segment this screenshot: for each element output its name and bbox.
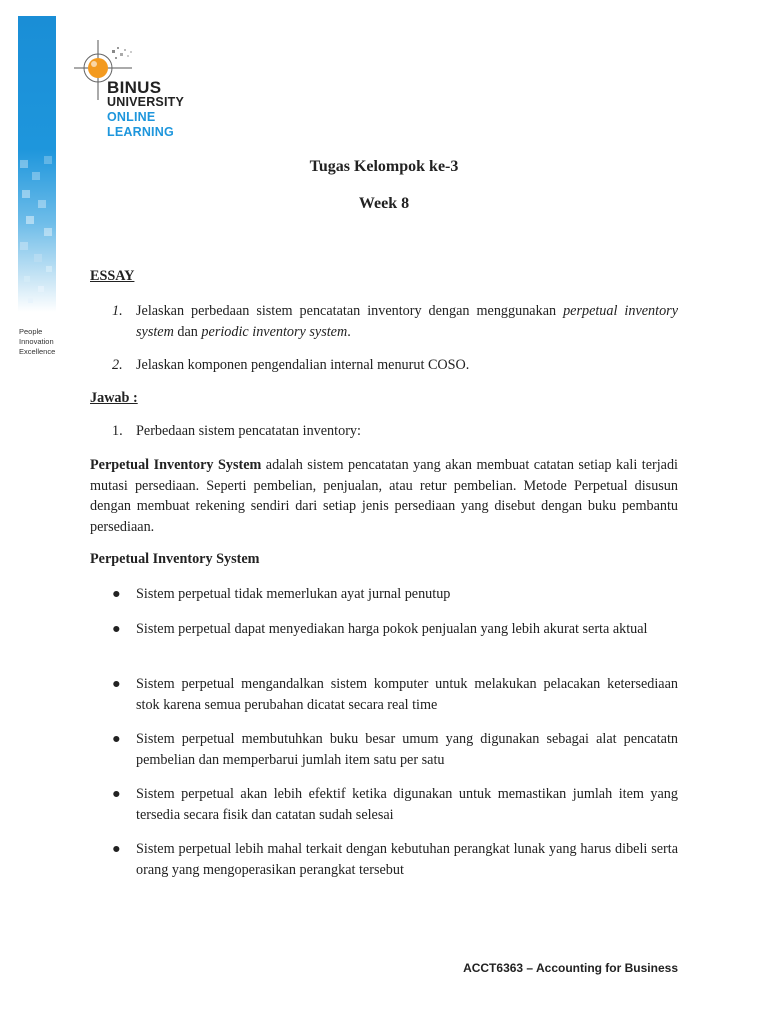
bullet-icon: ● — [112, 731, 121, 747]
question-1 — [90, 301, 678, 342]
q1-italic-periodic: periodic inventory system — [201, 323, 348, 340]
tagline-excellence: Excellence — [19, 347, 56, 356]
list-item-text: Sistem perpetual lebih mahal terkait dengan kebutuhan perangkat lunak yang harus dibeli serta orang yang mengoperasikan perangkat tersebut — [136, 841, 678, 878]
perpetual-subheading: Perpetual Inventory System — [90, 551, 260, 567]
perpetual-definition-paragraph — [90, 455, 678, 537]
page-subtitle: Week 8 — [358, 195, 410, 212]
answer-item-1-number: 1. — [112, 423, 123, 439]
list-item — [90, 839, 678, 880]
q1-text-after: . — [347, 323, 351, 340]
list-item — [90, 674, 678, 715]
list-item-text: Sistem perpetual akan lebih efektif ketika digunakan untuk memastikan jumlah item yang tersedia secara fisik dan catatan sudah selesai — [136, 786, 678, 823]
tagline-innovation: Innovation — [19, 337, 54, 346]
tagline — [19, 327, 55, 357]
logo-university: UNIVERSITY — [107, 95, 185, 109]
question-1-text — [136, 301, 678, 342]
answer-item-1-text: Perbedaan sistem pencatatan inventory: — [136, 423, 361, 439]
list-item — [90, 784, 678, 825]
list-item — [90, 729, 678, 770]
q1-italic-perpetual: perpetual inventory system — [136, 303, 678, 340]
bullet-icon: ● — [112, 621, 121, 637]
logo-binus: BINUS — [107, 78, 162, 97]
question-1-number: 1. — [112, 303, 123, 319]
q1-text-mid: dan — [173, 323, 202, 340]
logo-learning: LEARNING — [107, 125, 174, 139]
page-title: Tugas Kelompok ke-3 — [309, 158, 459, 175]
footer-course-code: ACCT6363 – Accounting for Business — [463, 961, 678, 975]
essay-heading: ESSAY — [90, 268, 135, 284]
question-2 — [90, 355, 678, 376]
list-item-text: Sistem perpetual membutuhkan buku besar umum yang digunakan sebagai alat pencatatn pembelian dan memperbarui jumlah item satu per satu — [136, 731, 678, 768]
list-item-text: Sistem perpetual tidak memerlukan ayat jurnal penutup — [136, 586, 451, 602]
bullet-icon: ● — [112, 586, 121, 602]
tagline-people: People — [19, 327, 43, 336]
list-item-text: Sistem perpetual dapat menyediakan harga pokok penjualan yang lebih akurat serta aktual — [136, 621, 648, 637]
logo-online: ONLINE — [107, 110, 156, 124]
question-2-text: Jelaskan komponen pengendalian internal menurut COSO. — [136, 357, 470, 373]
question-2-number: 2. — [112, 357, 123, 373]
bullet-icon: ● — [112, 676, 121, 692]
list-item — [90, 584, 678, 605]
list-item — [90, 619, 678, 640]
paragraph-bold-term: Perpetual Inventory System — [90, 457, 262, 473]
logo-wordmark — [107, 80, 184, 140]
paragraph-body: adalah sistem pencatatan yang akan membuat catatan setiap kali terjadi mutasi persediaan. Seperti pembelian, penjualan, atau retur pembelian. Metode Perpetual disusun dengan membuat rekening sendiri dari setiap jenis persediaan yang disebut dengan buku pembantu persediaan. — [90, 457, 678, 535]
list-item-text: Sistem perpetual mengandalkan sistem komputer untuk melakukan pelacakan ketersediaan stok karena semua perubahan dicatat secara real time — [136, 676, 678, 713]
q1-text-before: Jelaskan perbedaan sistem pencatatan inventory dengan menggunakan — [136, 303, 564, 319]
answer-item-1 — [90, 421, 678, 442]
bullet-icon: ● — [112, 786, 121, 802]
bullet-icon: ● — [112, 841, 121, 857]
answer-heading: Jawab : — [90, 390, 138, 406]
